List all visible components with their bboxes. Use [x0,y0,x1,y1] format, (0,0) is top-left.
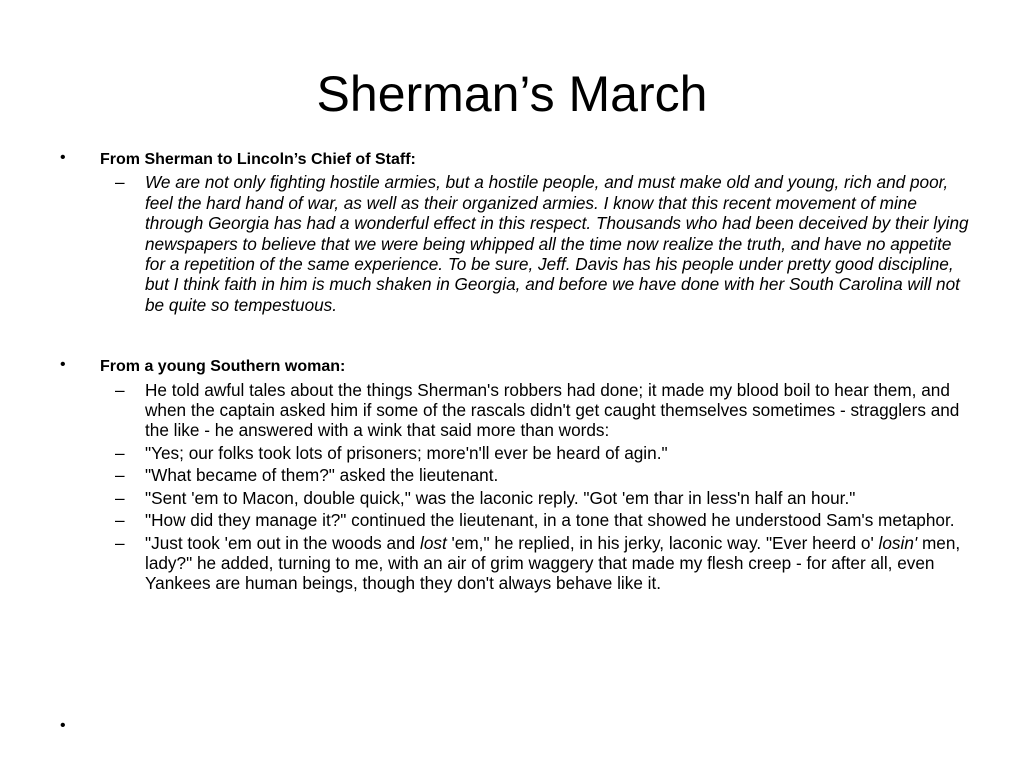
bullet-southern-woman [60,355,970,377]
sub-bullet-item [60,533,970,594]
bullet-heading: From a young Southern woman: [100,358,346,376]
bullet-sherman-letter [60,148,970,170]
sub-bullet-text: "What became of them?" asked the lieutenant. [145,465,499,486]
text-run: "Just took 'em out in the woods and [145,532,420,553]
sub-bullet-item [60,465,970,485]
bullet-heading: From Sherman to Lincoln’s Chief of Staff: [100,151,416,168]
sub-bullet-text [145,533,960,594]
sub-bullet-item [60,443,970,463]
bullet-icon: • [60,149,66,166]
sub-bullet-item [60,488,970,508]
slide-title: Sherman’s March [316,66,708,122]
sub-bullet-text: "Yes; our folks took lots of prisoners; more'n'll ever be heard of agin." [145,442,668,463]
dash-icon: – [115,532,125,553]
sub-bullet-text: "How did they manage it?" continued the lieutenant, in a tone that showed he understood Sam's metaphor. [145,510,955,531]
dash-icon: – [115,465,125,486]
dash-icon: – [115,379,125,400]
emphasis-losin: losin' [878,532,918,553]
dash-icon: – [115,442,125,463]
text-run: men, lady?" he added, turning to me, with an air of grim waggery that made my flesh creep - for after all, even Yankees are human beings, though they don't always behave like it. [145,532,961,594]
empty-bullet [60,716,66,736]
slide-content [60,148,970,594]
sub-bullet-item [60,380,970,441]
bullet-icon: • [60,717,66,734]
dash-icon: – [115,172,125,193]
sub-bullet-item [60,510,970,530]
emphasis-lost: lost [420,532,447,553]
sub-bullet-text: "Sent 'em to Macon, double quick," was the laconic reply. "Got 'em thar in less'n half an hour." [145,487,856,508]
sub-bullet-quote [60,172,970,315]
dash-icon: – [115,510,125,531]
text-run: 'em," he replied, in his jerky, laconic way. "Ever heerd o' [446,532,879,553]
dash-icon: – [115,487,125,508]
bullet-icon: • [60,356,66,374]
sub-bullet-text: He told awful tales about the things Sherman's robbers had done; it made my blood boil to hear them, and when the captain asked him if some of the rascals didn't get caught themselves sometimes - stragglers and the like - he answered with a wink that said more than words: [145,379,960,441]
quote-text: We are not only fighting hostile armies, but a hostile people, and must make old and young, rich and poor, feel the hard hand of war, as well as their organized armies. I know that this recent movement of mine through Georgia has had a wonderful effect in this respect. Thousands who had been deceived by their lying newspapers to believe that we were being whipped all the time now realize the truth, and have no appetite for a repetition of the same experience. To be sure, Jeff. Davis has his people under pretty good discipline, but I think faith in him is much shaken in Georgia, and before we have done with her South Carolina will not be quite so tempestuous. [145,172,969,315]
